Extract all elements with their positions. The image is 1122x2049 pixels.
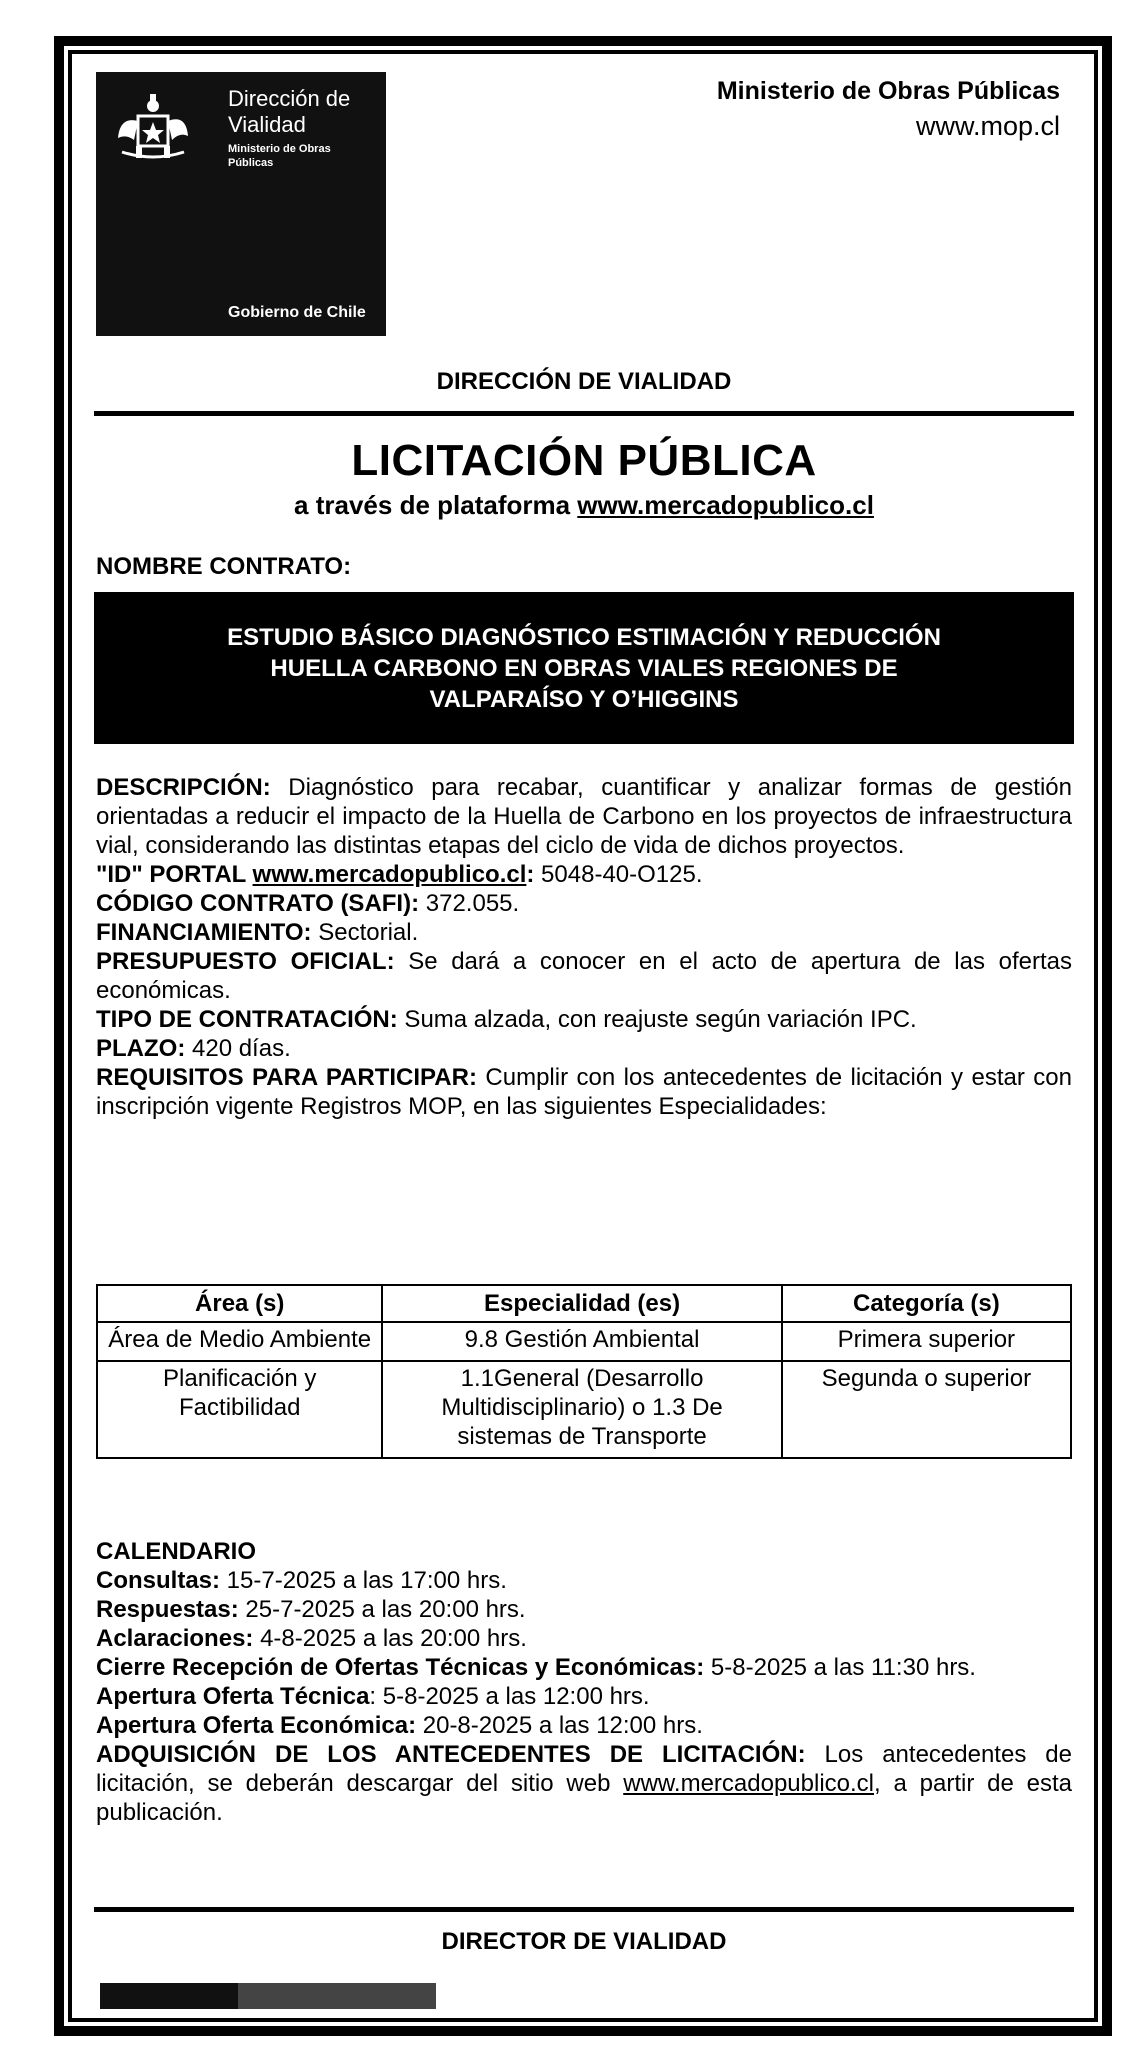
signature: DIRECTOR DE VIALIDAD	[441, 1928, 727, 1955]
id-portal-line: "ID" PORTAL www.mercadopublico.cl: 5048-40-O125.	[96, 861, 703, 888]
tipo-line: TIPO DE CONTRATACIÓN: Suma alzada, con reajuste según variación IPC.	[96, 1006, 917, 1033]
table-cell: 1.1General (Desarrollo Multidisciplinario) o 1.3 De sistemas de Transporte	[382, 1361, 781, 1458]
table-row	[97, 1322, 1071, 1361]
ministry-header	[717, 74, 1060, 144]
footer-bar-grey	[238, 1983, 436, 2009]
ministry-url: www.mop.cl	[915, 111, 1060, 141]
calendar-title: CALENDARIO	[96, 1538, 256, 1565]
specialties-table	[96, 1284, 1072, 1459]
table-cell: 9.8 Gestión Ambiental	[382, 1322, 781, 1361]
table-header: Área (s)	[97, 1285, 382, 1322]
contract-name: ESTUDIO BÁSICO DIAGNÓSTICO ESTIMACIÓN Y REDUCCIÓN HUELLA CARBONO EN OBRAS VIALES REGIONES DE VALPARAÍSO Y O’HIGGINS	[227, 623, 941, 713]
codigo-line: CÓDIGO CONTRATO (SAFI): 372.055.	[96, 890, 520, 917]
logo-title: Dirección de Vialidad	[228, 86, 351, 137]
logo-ministry: Ministerio de Obras Públicas	[228, 143, 331, 169]
adquisicion-link[interactable]: www.mercadopublico.cl	[623, 1770, 875, 1797]
divider	[94, 411, 1074, 416]
table-cell: Segunda o superior	[782, 1361, 1071, 1458]
chile-coat-of-arms-icon	[108, 86, 198, 176]
mercadopublico-link[interactable]: www.mercadopublico.cl	[577, 490, 874, 520]
tender-details	[96, 773, 1072, 1121]
calendar-section	[96, 1537, 1072, 1827]
ministry-name: Ministerio de Obras Públicas	[716, 77, 1060, 105]
table-header: Especialidad (es)	[382, 1285, 781, 1322]
table-cell: Primera superior	[782, 1322, 1071, 1361]
id-portal-link[interactable]: www.mercadopublico.cl	[252, 861, 527, 888]
logo-government: Gobierno de Chile	[228, 304, 366, 321]
table-header: Categoría (s)	[782, 1285, 1071, 1322]
contract-label: NOMBRE CONTRATO:	[96, 553, 352, 580]
table-header-row	[97, 1285, 1071, 1322]
adquisicion-line: ADQUISICIÓN DE LOS ANTECEDENTES DE LICITACIÓN: Los antecedentes de licitación, se deberán descargar del sitio web www.mercadopublico.cl, a partir de esta publicación.	[96, 1741, 1072, 1826]
apertura-economica-line: Apertura Oferta Económica: 20-8-2025 a las 12:00 hrs.	[96, 1712, 703, 1739]
plazo-line: PLAZO: 420 días.	[96, 1035, 291, 1062]
footer-bar-dark	[100, 1983, 238, 2009]
vialidad-logo	[96, 72, 386, 336]
table-cell: Área de Medio Ambiente	[97, 1322, 382, 1361]
direction-heading: DIRECCIÓN DE VIALIDAD	[436, 368, 732, 395]
descripcion-paragraph: DESCRIPCIÓN: Diagnóstico para recabar, cuantificar y analizar formas de gestión orientadas a reducir el impacto de la Huella de Carbono en los proyectos de infraestructura vial, considerando las distintas etapas del ciclo de vida de dichos proyectos.	[96, 774, 1072, 859]
respuestas-line: Respuestas: 25-7-2025 a las 20:00 hrs.	[96, 1596, 526, 1623]
requisitos-line: REQUISITOS PARA PARTICIPAR: Cumplir con los antecedentes de licitación y estar con inscripción vigente Registros MOP, en las siguientes Especialidades:	[96, 1064, 1072, 1120]
apertura-tecnica-line: Apertura Oferta Técnica: 5-8-2025 a las 12:00 hrs.	[96, 1683, 650, 1710]
presupuesto-line: PRESUPUESTO OFICIAL: Se dará a conocer en el acto de apertura de las ofertas económicas.	[96, 948, 1072, 1004]
cierre-line: Cierre Recepción de Ofertas Técnicas y Económicas: 5-8-2025 a las 11:30 hrs.	[96, 1654, 976, 1681]
divider	[94, 1907, 1074, 1912]
financiamiento-line: FINANCIAMIENTO: Sectorial.	[96, 919, 419, 946]
consultas-line: Consultas: 15-7-2025 a las 17:00 hrs.	[96, 1567, 507, 1594]
table-row	[97, 1361, 1071, 1458]
table-cell: Planificación y Factibilidad	[97, 1361, 382, 1458]
page-subtitle: a través de plataforma www.mercadopublico.cl	[294, 490, 874, 520]
page-title: LICITACIÓN PÚBLICA	[351, 436, 817, 485]
contract-name-box	[94, 592, 1074, 744]
aclaraciones-line: Aclaraciones: 4-8-2025 a las 20:00 hrs.	[96, 1625, 527, 1652]
